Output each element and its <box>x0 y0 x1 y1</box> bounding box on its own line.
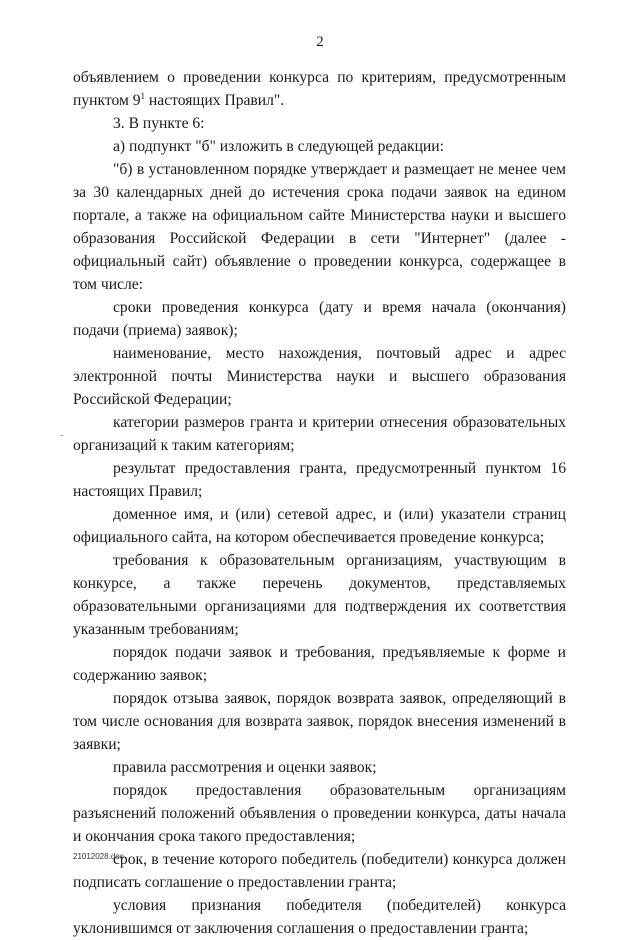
document-body <box>73 66 566 940</box>
paragraph-12: порядок отзыва заявок, порядок возврата заявок, определяющий в том числе основания для возврата заявок, порядок внесения изменений в заявки; <box>73 690 566 753</box>
paragraph-1-text: объявлением о проведении конкурса по критериям, предусмотренным пунктом 9 <box>73 69 566 109</box>
paragraph-4: "б) в установленном порядке утверждает и размещает не менее чем за 30 календарных дней до истечения срока подачи заявок на едином портале, а также на официальном сайте Министерства науки и высшего образования Российской Федерации в сети "Интернет" (далее - официальный сайт) объявление о проведении конкурса, содержащее в том числе: <box>73 161 566 293</box>
paragraph-8: результат предоставления гранта, предусмотренный пунктом 16 настоящих Правил; <box>73 460 566 500</box>
margin-mark: - <box>60 430 64 441</box>
paragraph-1 <box>73 66 566 112</box>
paragraph-15: срок, в течение которого победитель (победители) конкурса должен подписать соглашение о предоставлении гранта; <box>73 851 566 891</box>
paragraph-10: требования к образовательным организациям, участвующим в конкурсе, а также перечень документов, представляемых образовательными организациями для подтверждения их соответствия указанным требованиям; <box>73 552 566 638</box>
paragraph-11: порядок подачи заявок и требования, предъявляемые к форме и содержанию заявок; <box>73 644 566 684</box>
paragraph-16: условия признания победителя (победителей) конкурса уклонившимся от заключения соглашения о предоставлении гранта; <box>73 897 566 937</box>
paragraph-14: порядок предоставления образовательным организациям разъяснений положений объявления о проведении конкурса, даты начала и окончания срока такого предоставления; <box>73 782 566 845</box>
paragraph-3: а) подпункт "б" изложить в следующей редакции: <box>113 138 444 155</box>
paragraph-13: правила рассмотрения и оценки заявок; <box>113 759 377 776</box>
paragraph-2: 3. В пункте 6: <box>113 115 205 132</box>
superscript: 1 <box>140 91 146 101</box>
paragraph-1-tail: настоящих Правил". <box>145 92 285 109</box>
page-number: 2 <box>316 34 324 50</box>
footer-filename: 21012028.doc <box>73 852 124 861</box>
paragraph-6: наименование, место нахождения, почтовый адрес и адрес электронной почты Министерства науки и высшего образования Российской Федерации; <box>73 345 566 408</box>
paragraph-7: категории размеров гранта и критерии отнесения образовательных организаций к таким категориям; <box>73 414 566 454</box>
paragraph-5: сроки проведения конкурса (дату и время начала (окончания) подачи (приема) заявок); <box>73 299 566 339</box>
paragraph-9: доменное имя, и (или) сетевой адрес, и (или) указатели страниц официального сайта, на котором обеспечивается проведение конкурса; <box>73 506 566 546</box>
